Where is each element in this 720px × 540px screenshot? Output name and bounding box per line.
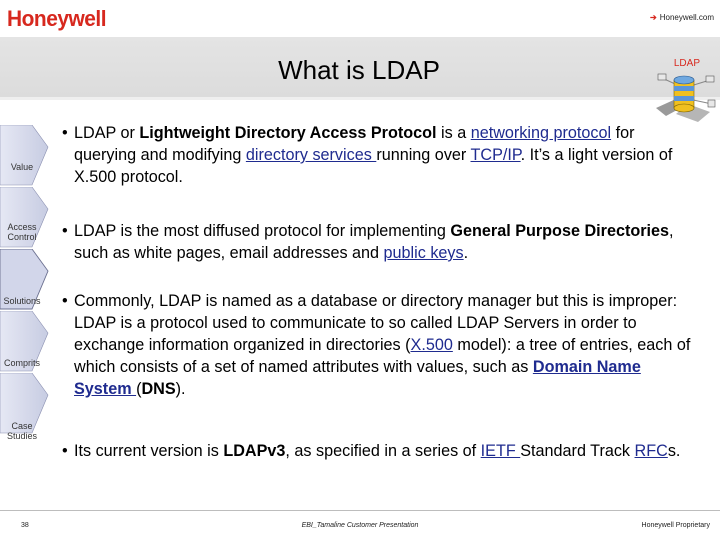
bullet-definition <box>62 122 692 188</box>
title-band-shadow <box>0 97 720 100</box>
bullet-dot-icon: • <box>62 222 68 240</box>
link-tcp-ip[interactable]: TCP/IP <box>470 146 521 164</box>
honeywell-com-label: Honeywell.com <box>659 13 714 22</box>
bullet-dot-icon: • <box>62 124 68 142</box>
bullet-text: Its current version is <box>74 442 224 460</box>
link-directory-services[interactable]: directory services <box>245 146 377 164</box>
bullet-commonly <box>62 290 692 400</box>
bullet-text: is a <box>436 124 471 142</box>
tab-case-studies-label: Case Studies <box>6 421 38 441</box>
section-tag: LDAP <box>673 58 700 69</box>
bullet-bold-text: Lightweight Directory Access Protocol <box>139 124 437 142</box>
tab-solutions-label: Solutions <box>3 296 41 306</box>
link-networking-protocol[interactable]: networking protocol <box>470 124 612 142</box>
link-x500[interactable]: X.500 <box>410 336 453 354</box>
bullet-text: . It’s a light version of X.500 protocol. <box>74 146 673 186</box>
footer-proprietary: Honeywell Proprietary <box>641 522 710 529</box>
bullet-text: model): a tree of entries, each of which consists of a set of named attributes with values, such as <box>74 336 691 376</box>
bullet-text: ( <box>136 380 142 398</box>
bullet-dot-icon: • <box>62 442 68 460</box>
bullet-current-version <box>62 440 692 462</box>
bullet-dot-icon: • <box>62 292 68 310</box>
bullet-text: LDAP or <box>74 124 140 142</box>
tab-value-shape <box>0 125 50 187</box>
link-rfc[interactable]: RFC <box>634 442 668 460</box>
tab-solutions[interactable] <box>0 249 50 311</box>
tab-value[interactable] <box>0 125 50 187</box>
bullet-text: running over <box>376 146 471 164</box>
honeywell-logo[interactable]: Honeywell <box>7 6 107 31</box>
bullet-bold-text: DNS <box>141 380 176 398</box>
bullet-bold-text: LDAPv3 <box>223 442 286 460</box>
tab-comprits-label: Comprits <box>3 358 40 368</box>
link-ietf[interactable]: IETF <box>480 442 521 460</box>
link-public-keys[interactable]: public keys <box>383 244 464 262</box>
honeywell-com-link[interactable] <box>650 13 714 22</box>
bullet-text: Commonly, LDAP is named as a database or directory manager but this is improper: LDAP is a protocol used to communicate to so called LDAP Servers in order to exchange information organized in directories ( <box>74 292 678 354</box>
tab-value-label: Value <box>10 162 34 172</box>
footer-presentation-name: EBI_Tamaline Customer Presentation <box>301 522 419 529</box>
page-title: What is LDAP <box>278 55 440 85</box>
bullet-text: s. <box>667 442 681 460</box>
bullet-text: LDAP is the most diffused protocol for implementing <box>74 222 451 240</box>
bullet-text: , such as white pages, email addresses and <box>74 222 674 262</box>
footer-divider <box>0 510 720 511</box>
tab-case-studies[interactable] <box>0 373 50 441</box>
bullet-text: ). <box>175 380 186 398</box>
link-domain-name-system[interactable]: Domain Name System <box>74 358 641 398</box>
page-number: 38 <box>21 522 29 529</box>
tab-access-control[interactable] <box>0 187 50 249</box>
bullet-text: , as specified in a series of <box>285 442 481 460</box>
bullet-text: for querying and modifying <box>74 124 635 164</box>
bullet-text: Standard Track <box>520 442 635 460</box>
bullet-general-purpose <box>62 220 692 264</box>
arrow-right-icon: ➔ <box>650 13 657 22</box>
bullet-bold-text: General Purpose Directories <box>450 222 670 240</box>
tab-access-control-label: Access Control <box>7 222 37 242</box>
bullet-text: . <box>463 244 469 262</box>
tab-comprits[interactable] <box>0 311 50 373</box>
